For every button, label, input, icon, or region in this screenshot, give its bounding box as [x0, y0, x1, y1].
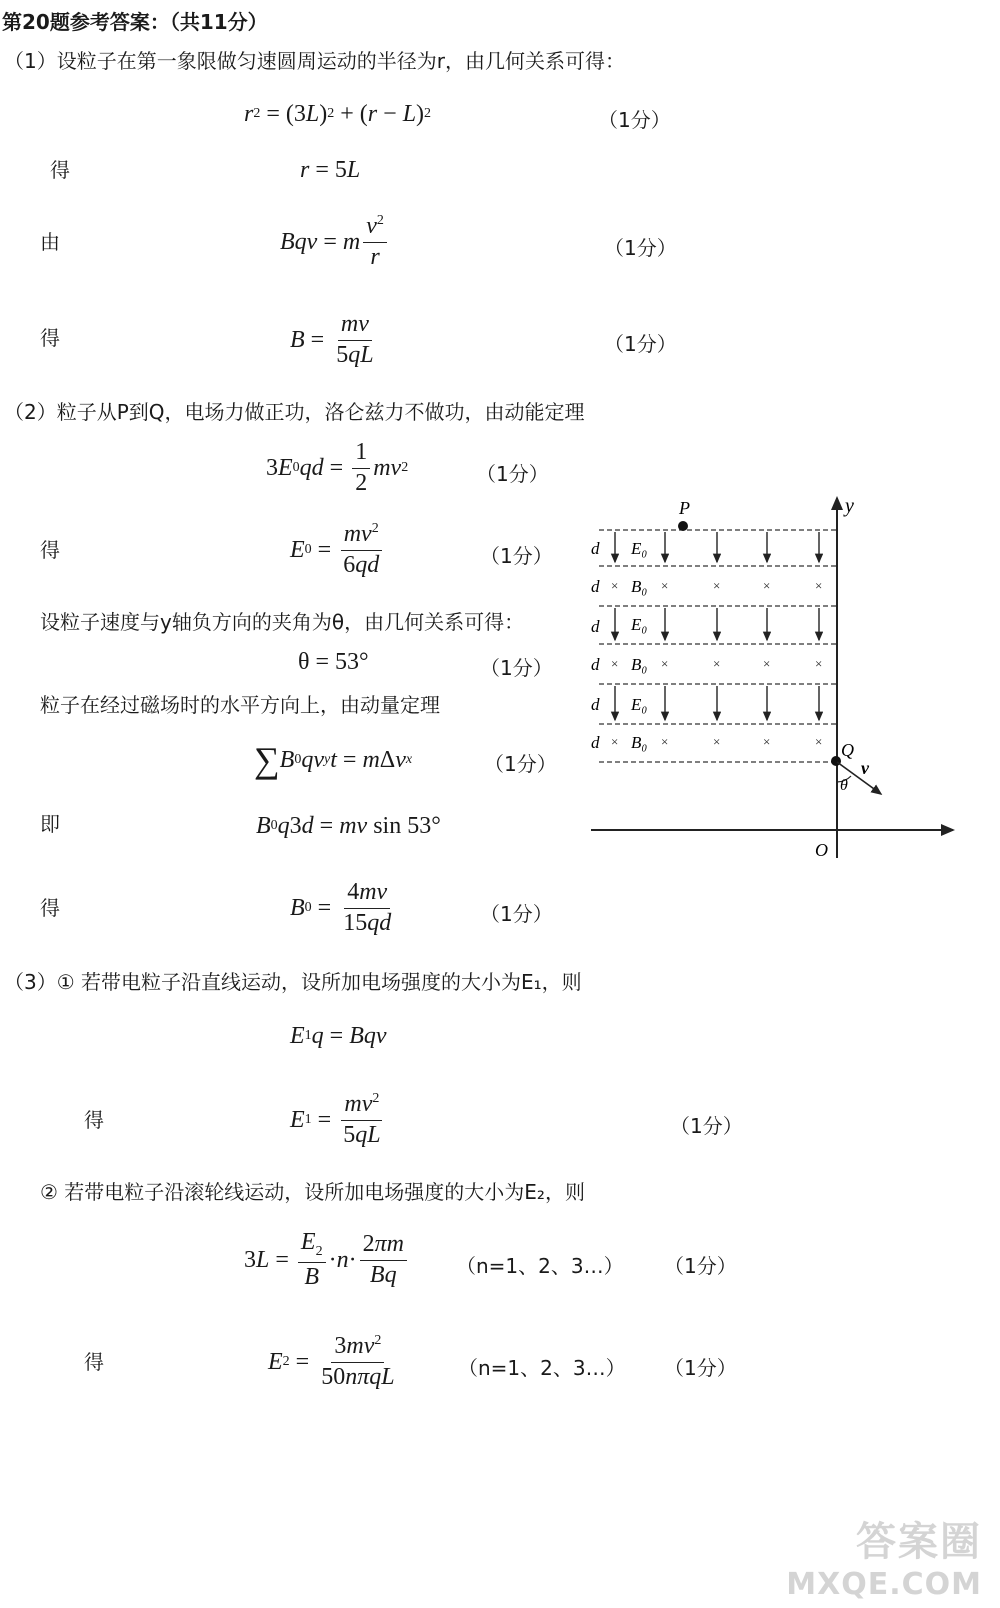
- point-Q-label: Q: [841, 740, 854, 760]
- score-3: （1分）: [604, 332, 677, 356]
- label-de: 得: [50, 158, 70, 182]
- label-de: 得: [40, 538, 60, 562]
- score-10: （1分）: [664, 1254, 737, 1278]
- score-5: （1分）: [480, 544, 553, 568]
- score-1: （1分）: [598, 108, 671, 132]
- svg-text:B₀: B₀: [631, 733, 648, 752]
- score-11: （1分）: [664, 1356, 737, 1380]
- svg-text:×: ×: [763, 578, 771, 593]
- label-de: 得: [40, 326, 60, 350]
- svg-text:E₀: E₀: [631, 615, 648, 634]
- label-ji: 即: [40, 812, 60, 836]
- eq-E1-result: E 1 = $\frac{mv^2}{5qL}$: [290, 1091, 381, 1148]
- svg-text:×: ×: [713, 656, 721, 671]
- part2-intro: （2）粒子从P到Q，电场力做正功，洛仑兹力不做功，由动能定理: [4, 400, 585, 424]
- watermark-logo: [786, 1510, 982, 1602]
- svg-text:×: ×: [815, 734, 823, 749]
- eq-E0-result: E 0 = $\frac{mv^2}{6qd}$: [290, 520, 385, 580]
- eq-momentum-sub: B 0 q 3 d = mv sin 53°: [256, 812, 441, 839]
- svg-text:×: ×: [815, 578, 823, 593]
- label-you: 由: [40, 230, 60, 254]
- eq-energy-theorem: 3 E 0 qd = $\frac{1}{2}$ mv 2: [266, 439, 409, 496]
- svg-text:E₀: E₀: [631, 539, 648, 558]
- label-de: 得: [84, 1350, 104, 1374]
- watermark-line1: 答案圈: [856, 1519, 982, 1565]
- point-P: [678, 521, 688, 531]
- eq-theta: θ = 53°: [298, 648, 369, 675]
- eq-B-result: B = $\frac{mv}{5qL}$: [290, 311, 374, 368]
- theta-label: θ: [840, 777, 848, 794]
- svg-text:×: ×: [611, 734, 619, 749]
- part3-intro: （3）① 若带电粒子沿直线运动，设所加电场强度的大小为E₁，则: [4, 970, 582, 994]
- svg-text:d: d: [591, 695, 600, 714]
- eq-straight-line: E 1 q = Bqv: [290, 1022, 387, 1049]
- point-P-label: P: [679, 498, 690, 518]
- svg-text:d: d: [591, 539, 600, 558]
- score-8: （1分）: [480, 902, 553, 926]
- part3-intro2: ② 若带电粒子沿滚轮线运动，设所加电场强度的大小为E₂，则: [40, 1180, 585, 1204]
- svg-text:×: ×: [611, 578, 619, 593]
- y-axis-label: y: [845, 495, 854, 517]
- label-de: 得: [40, 896, 60, 920]
- svg-text:×: ×: [661, 734, 669, 749]
- n-condition: （n=1、2、3…）: [458, 1356, 626, 1380]
- eq-lorentz-centripetal: Bqv = m $\frac{v^2}{r}$: [280, 212, 390, 272]
- svg-text:E₀: E₀: [631, 695, 648, 714]
- svg-text:d: d: [591, 617, 600, 636]
- score-2: （1分）: [604, 236, 677, 260]
- eq-radius-result: r = 5 L: [300, 156, 361, 183]
- region-labels: [591, 539, 647, 752]
- svg-text:×: ×: [713, 578, 721, 593]
- svg-text:×: ×: [815, 656, 823, 671]
- eq-momentum-theorem: ∑ B 0 qv y t = m Δ v x: [254, 740, 413, 780]
- label-de: 得: [84, 1108, 104, 1132]
- eq-radius-geometry: r 2 = (3 L ) 2 + ( r − L ) 2: [244, 100, 432, 127]
- svg-text:B₀: B₀: [631, 577, 648, 596]
- eq-E2-result: E 2 = $\frac{3mv^2}{\text{50nπqL}}$: [268, 1333, 395, 1390]
- svg-text:×: ×: [763, 656, 771, 671]
- velocity-label: v: [861, 758, 869, 778]
- field-region-diagram: [585, 490, 965, 865]
- eq-cycloid: 3 L = $\frac{E_2}{B}$ · n · $\frac{2\pi m}{Bq}$: [244, 1230, 410, 1290]
- score-4: （1分）: [476, 462, 549, 486]
- score-7: （1分）: [484, 752, 557, 776]
- n-condition: （n=1、2、3…）: [456, 1254, 624, 1278]
- score-6: （1分）: [480, 656, 553, 680]
- score-9: （1分）: [670, 1114, 743, 1138]
- svg-text:×: ×: [661, 656, 669, 671]
- boundary-lines: [599, 530, 837, 762]
- svg-text:d: d: [591, 655, 600, 674]
- svg-text:×: ×: [763, 734, 771, 749]
- angle-text: 设粒子速度与y轴负方向的夹角为θ，由几何关系可得：: [40, 610, 525, 634]
- answer-header: 第20题参考答案：（共11分）: [2, 10, 268, 34]
- svg-text:×: ×: [661, 578, 669, 593]
- watermark-line2: MXQE.COM: [786, 1567, 982, 1602]
- svg-text:×: ×: [611, 656, 619, 671]
- svg-text:d: d: [591, 577, 600, 596]
- svg-text:B₀: B₀: [631, 655, 648, 674]
- part1-intro: （1）设粒子在第一象限做匀速圆周运动的半径为r，由几何关系可得：: [4, 49, 625, 73]
- origin-label: O: [815, 840, 828, 860]
- svg-text:d: d: [591, 733, 600, 752]
- momentum-text: 粒子在经过磁场时的水平方向上，由动量定理: [40, 693, 440, 717]
- eq-B0-result: B 0 = $\frac{4mv}{15qd}$: [290, 879, 392, 936]
- svg-text:×: ×: [713, 734, 721, 749]
